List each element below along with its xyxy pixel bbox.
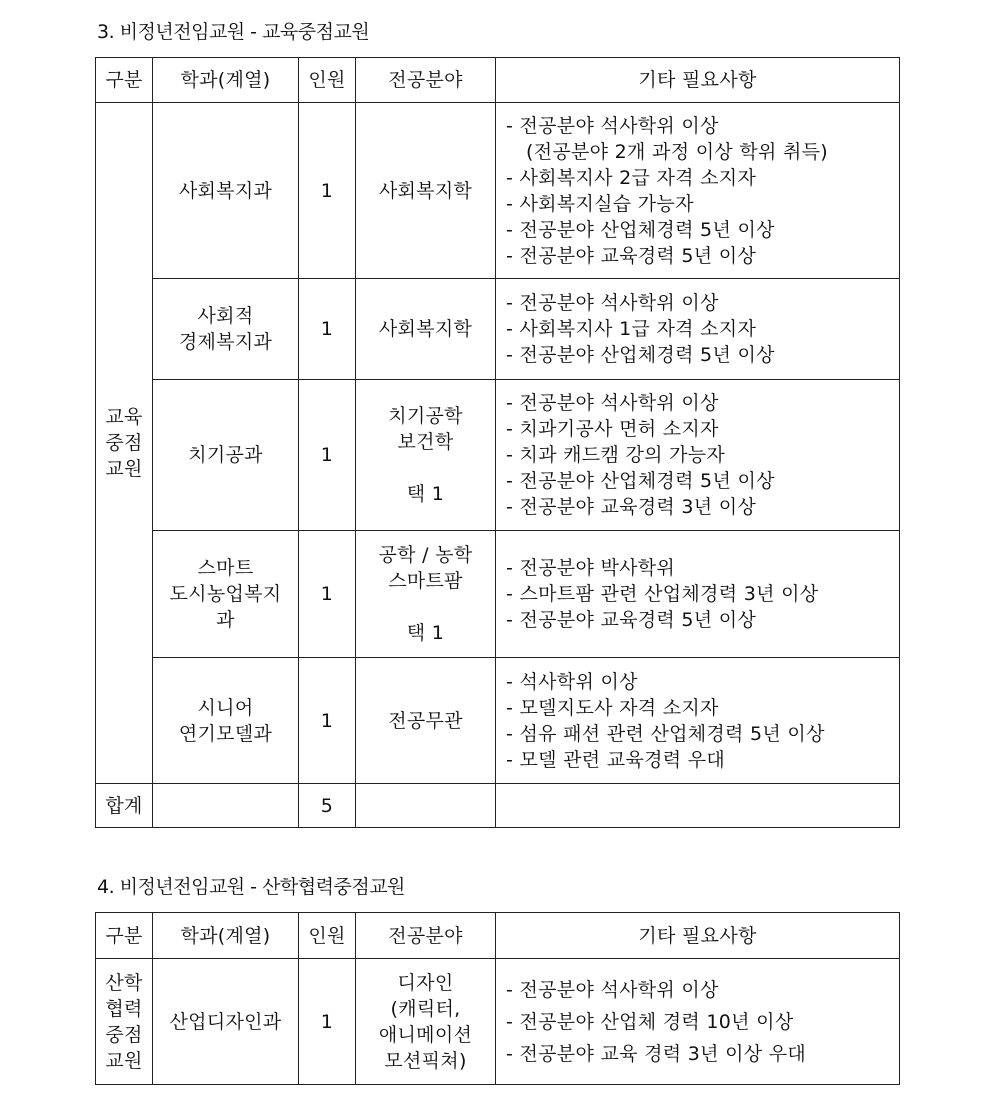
field-cell: [356, 103, 496, 279]
requirements-cell: [496, 380, 900, 531]
requirement-item: - 모델 관련 교육경력 우대: [506, 748, 726, 771]
requirement-item: - 섬유 패션 관련 산업체경력 5년 이상: [506, 722, 825, 745]
field-line: 애니메이션: [378, 1023, 473, 1046]
requirement-item: - 전공분야 산업체경력 5년 이상: [506, 344, 775, 366]
department-cell: [153, 959, 299, 1085]
section-4-title: 4. 비정년전임교원 - 산학협력중점교원: [97, 876, 405, 898]
table-row: [96, 103, 900, 279]
total-label: 합계: [96, 784, 153, 828]
department-name: 과: [216, 609, 235, 631]
department-name: 스마트: [197, 557, 254, 579]
total-count: 5: [299, 784, 356, 828]
category-line: 산학: [105, 971, 143, 994]
requirement-item: - 치과 캐드캠 강의 가능자: [506, 444, 726, 466]
header-count: 인원: [299, 58, 356, 103]
requirement-item: - 전공분야 교육경력 5년 이상: [506, 244, 757, 267]
field-line: 치기공학: [388, 405, 463, 427]
field-line: 택 1: [406, 483, 445, 505]
category-line: 협력: [105, 997, 143, 1020]
category-cell: [96, 959, 153, 1085]
category-line: 교원: [105, 1049, 143, 1072]
requirement-item: - 전공분야 박사학위: [506, 557, 676, 579]
field-cell: [356, 531, 496, 658]
field-cell: [356, 959, 496, 1085]
field-line: 스마트팜: [388, 570, 463, 592]
table-row: [96, 531, 900, 658]
header-field: 전공분야: [356, 913, 496, 959]
field-line: 공학 / 농학: [378, 544, 473, 566]
field-cell: [356, 658, 496, 784]
count-cell: 1: [299, 380, 356, 531]
requirement-item: - 전공분야 석사학위 이상: [506, 114, 719, 137]
department-name: 연기모델과: [178, 722, 273, 745]
requirement-item: - 전공분야 산업체경력 5년 이상: [506, 218, 775, 241]
department-name: 치기공과: [188, 444, 263, 466]
requirements-cell: [496, 103, 900, 279]
requirement-item: - 전공분야 석사학위 이상: [506, 978, 719, 1001]
header-field: 전공분야: [356, 58, 496, 103]
requirement-item: - 사회복지사 2급 자격 소지자: [506, 166, 757, 189]
requirement-item: - 전공분야 산업체 경력 10년 이상: [506, 1010, 794, 1033]
department-name: 경제복지과: [178, 331, 273, 353]
requirement-item: - 전공분야 교육경력 3년 이상: [506, 496, 757, 518]
requirement-item: - 사회복지실습 가능자: [506, 192, 694, 215]
department-name: 시니어: [197, 696, 254, 719]
total-requirements-cell: [496, 784, 900, 828]
table-header-row: [96, 913, 900, 959]
category-cell: [96, 103, 153, 784]
field-spacer: [356, 455, 495, 481]
requirement-item: - 스마트팜 관련 산업체경력 3년 이상: [506, 583, 819, 605]
requirements-cell: [496, 959, 900, 1085]
department-cell: [153, 279, 299, 380]
field-line: (캐릭터,: [390, 997, 461, 1020]
count-cell: 1: [299, 103, 356, 279]
table-row: [96, 959, 900, 1085]
header-count: 인원: [299, 913, 356, 959]
department-cell: [153, 531, 299, 658]
field-line: 디자인: [397, 971, 454, 994]
department-cell: [153, 658, 299, 784]
count-cell: 1: [299, 531, 356, 658]
requirements-cell: [496, 279, 900, 380]
header-department: 학과(계열): [153, 913, 299, 959]
department-name: 사회적: [197, 305, 254, 327]
total-department-cell: [153, 784, 299, 828]
education-faculty-table: [95, 57, 900, 828]
requirement-item: - 전공분야 산업체경력 5년 이상: [506, 470, 775, 492]
field-line: 전공무관: [388, 709, 463, 732]
total-row: [96, 784, 900, 828]
table-row: [96, 658, 900, 784]
department-name: 산업디자인과: [169, 1010, 282, 1033]
department-name: 도시농업복지: [169, 583, 282, 605]
industry-faculty-table: [95, 912, 900, 1085]
requirements-cell: [496, 531, 900, 658]
requirement-item: - 전공분야 석사학위 이상: [506, 292, 719, 314]
table-row: [96, 279, 900, 380]
field-line: 모션픽쳐): [384, 1049, 467, 1072]
field-line: 사회복지학: [378, 318, 473, 340]
header-category: 구분: [96, 913, 153, 959]
section-3-title: 3. 비정년전임교원 - 교육중점교원: [97, 21, 370, 43]
department-cell: [153, 380, 299, 531]
header-requirements: 기타 필요사항: [496, 913, 900, 959]
field-line: 택 1: [406, 622, 445, 644]
category-line: 교육: [105, 406, 143, 428]
category-line: 중점: [105, 1023, 143, 1046]
requirement-item: - 모델지도사 자격 소지자: [506, 696, 719, 719]
requirement-item: - 전공분야 석사학위 이상: [506, 392, 719, 414]
header-department: 학과(계열): [153, 58, 299, 103]
requirement-item: - 치과기공사 면허 소지자: [506, 418, 719, 440]
count-cell: 1: [299, 658, 356, 784]
requirements-cell: [496, 658, 900, 784]
table-row: [96, 380, 900, 531]
category-line: 교원: [105, 458, 143, 480]
table-header-row: [96, 58, 900, 103]
count-cell: 1: [299, 279, 356, 380]
requirement-item: - 사회복지사 1급 자격 소지자: [506, 318, 757, 340]
field-cell: [356, 380, 496, 531]
requirement-item: - 전공분야 교육 경력 3년 이상 우대: [506, 1042, 807, 1065]
department-name: 사회복지과: [178, 179, 273, 202]
count-cell: 1: [299, 959, 356, 1085]
total-field-cell: [356, 784, 496, 828]
field-spacer: [356, 594, 495, 620]
field-line: 사회복지학: [378, 179, 473, 202]
field-cell: [356, 279, 496, 380]
requirement-item: - 석사학위 이상: [506, 670, 638, 693]
category-line: 중점: [105, 432, 143, 454]
requirement-item: (전공분야 2개 과정 이상 학위 취득): [526, 140, 829, 163]
header-category: 구분: [96, 58, 153, 103]
requirement-item: - 전공분야 교육경력 5년 이상: [506, 609, 757, 631]
field-line: 보건학: [397, 431, 454, 453]
department-cell: [153, 103, 299, 279]
header-requirements: 기타 필요사항: [496, 58, 900, 103]
